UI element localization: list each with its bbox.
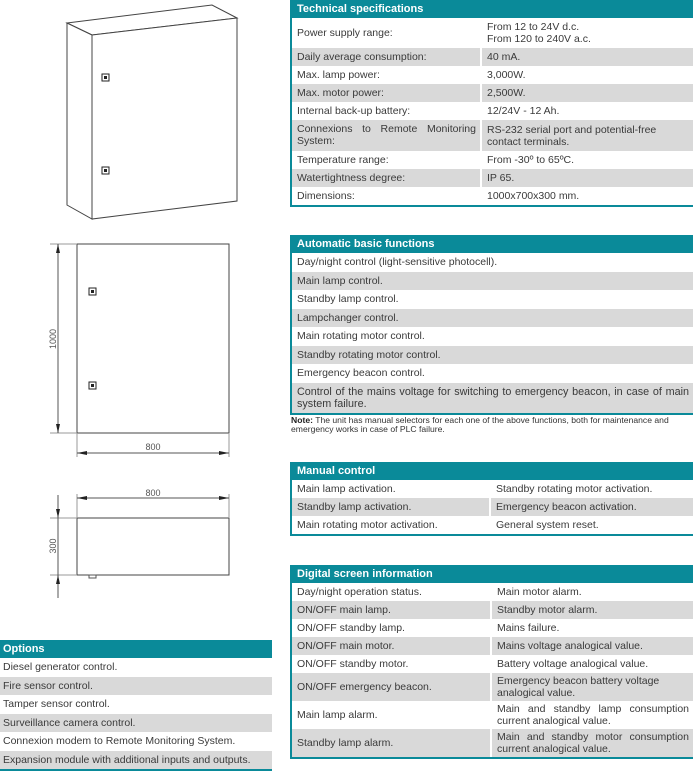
screen-item: Main motor alarm. xyxy=(497,586,582,598)
list-item xyxy=(292,364,693,383)
table-row xyxy=(292,48,693,66)
spec-value: 40 mA. xyxy=(487,51,521,63)
spec-value: 1000x700x300 mm. xyxy=(487,190,580,202)
spec-label: Internal back-up battery: xyxy=(292,102,482,120)
option-text: Expansion module with additional inputs and outputs. xyxy=(3,753,251,766)
spec-value: IP 65. xyxy=(487,172,515,184)
table-row xyxy=(292,516,693,534)
options-table xyxy=(0,640,272,771)
cabinet-top-view-drawing xyxy=(40,480,240,605)
screen-item: Day/night operation status. xyxy=(292,583,492,601)
screen-item: Mains failure. xyxy=(497,622,560,634)
table-row xyxy=(292,102,693,120)
table-header: Manual control xyxy=(292,462,693,480)
table-header: Automatic basic functions xyxy=(292,235,693,253)
technical-specifications-table xyxy=(290,0,693,207)
table-row xyxy=(292,601,693,619)
manual-item: Standby rotating motor activation. xyxy=(496,483,653,495)
option-text: Surveillance camera control. xyxy=(3,716,136,729)
top-width-label: 800 xyxy=(145,488,161,498)
list-item xyxy=(292,383,693,413)
list-item xyxy=(0,695,272,714)
list-item xyxy=(0,751,272,770)
list-item xyxy=(0,714,272,733)
table-row xyxy=(292,84,693,102)
table-row xyxy=(292,619,693,637)
note-label: Note: xyxy=(291,415,313,425)
spec-label: Watertightness degree: xyxy=(292,169,482,187)
function-text: Standby rotating motor control. xyxy=(297,348,441,361)
list-item xyxy=(292,253,693,272)
table-row xyxy=(292,655,693,673)
table-row xyxy=(292,66,693,84)
table-row xyxy=(292,151,693,169)
list-item xyxy=(292,272,693,291)
spec-label: Connexions to Remote Monitoring System: xyxy=(292,120,482,151)
latch-icon-bottom xyxy=(89,382,96,389)
manual-control-table xyxy=(290,462,693,536)
table-row xyxy=(292,18,693,48)
latch-icon-bottom xyxy=(102,167,109,174)
automatic-functions-table xyxy=(290,235,693,415)
manual-item: Standby lamp activation. xyxy=(292,498,491,516)
screen-item: Main lamp alarm. xyxy=(292,701,492,729)
table-row xyxy=(292,498,693,516)
screen-item: ON/OFF emergency beacon. xyxy=(292,673,492,701)
front-width-label: 800 xyxy=(145,442,161,452)
spec-value: 3,000W. xyxy=(487,69,526,81)
function-text: Day/night control (light-sensitive photocell). xyxy=(297,256,498,269)
table-row xyxy=(292,187,693,205)
table-row xyxy=(292,673,693,701)
table-header: Options xyxy=(0,640,272,658)
table-row xyxy=(292,701,693,729)
function-text: Emergency beacon control. xyxy=(297,367,425,380)
option-text: Diesel generator control. xyxy=(3,661,118,674)
spec-label: Dimensions: xyxy=(292,187,482,205)
option-text: Tamper sensor control. xyxy=(3,698,110,711)
table-row xyxy=(292,480,693,498)
screen-item: Standby lamp alarm. xyxy=(292,729,492,757)
latch-icon-top xyxy=(102,74,109,81)
cabinet-front-view-drawing xyxy=(40,235,240,460)
list-item xyxy=(0,658,272,677)
spec-value: From -30º to 65ºC. xyxy=(487,154,575,166)
table-header: Technical specifications xyxy=(292,0,693,18)
spec-value: From 12 to 24V d.c. From 120 to 240V a.c. xyxy=(487,21,591,45)
spec-label: Max. lamp power: xyxy=(292,66,482,84)
screen-item: Main and standby lamp consumption current analogical value. xyxy=(497,703,689,727)
manual-item: General system reset. xyxy=(496,519,599,531)
table-row xyxy=(292,637,693,655)
spec-label: Daily average consumption: xyxy=(292,48,482,66)
manual-item: Main rotating motor activation. xyxy=(292,516,491,534)
screen-item: Emergency beacon battery voltage analogical value. xyxy=(497,675,660,699)
screen-item: Standby motor alarm. xyxy=(497,604,598,616)
screen-item: Battery voltage analogical value. xyxy=(497,658,649,670)
spec-label: Max. motor power: xyxy=(292,84,482,102)
table-row xyxy=(292,169,693,187)
automatic-functions-note xyxy=(291,416,691,434)
screen-item: ON/OFF main motor. xyxy=(292,637,492,655)
function-text: Main lamp control. xyxy=(297,274,383,287)
spec-label: Temperature range: xyxy=(292,151,482,169)
table-row xyxy=(292,120,693,151)
option-text: Connexion modem to Remote Monitoring System. xyxy=(3,735,236,748)
screen-item: ON/OFF main lamp. xyxy=(292,601,492,619)
function-text: Standby lamp control. xyxy=(297,293,399,306)
screen-item: ON/OFF standby lamp. xyxy=(292,619,492,637)
top-depth-label: 300 xyxy=(48,538,58,554)
list-item xyxy=(292,327,693,346)
manual-item: Emergency beacon activation. xyxy=(496,501,637,513)
list-item xyxy=(292,309,693,328)
function-text: Lampchanger control. xyxy=(297,311,399,324)
spec-value: 12/24V - 12 Ah. xyxy=(487,105,560,117)
list-item xyxy=(0,732,272,751)
latch-icon-top xyxy=(89,288,96,295)
function-text: Main rotating motor control. xyxy=(297,330,425,343)
note-text: The unit has manual selectors for each one of the above functions, both for maintenance and emergency works in case of PLC failure. xyxy=(291,415,669,434)
screen-item: Main and standby motor consumption current analogical value. xyxy=(497,731,689,755)
table-header: Digital screen information xyxy=(292,565,693,583)
spec-value: 2,500W. xyxy=(487,87,526,99)
table-row xyxy=(292,583,693,601)
front-height-label: 1000 xyxy=(48,328,58,350)
list-item xyxy=(292,346,693,365)
digital-screen-table xyxy=(290,565,693,759)
option-text: Fire sensor control. xyxy=(3,679,93,692)
function-text: Control of the mains voltage for switching to emergency beacon, in case of main system failure. xyxy=(297,385,689,410)
spec-value: RS-232 serial port and potential-free contact terminals. xyxy=(487,123,657,148)
list-item xyxy=(292,290,693,309)
cabinet-isometric-drawing xyxy=(60,0,250,225)
screen-item: ON/OFF standby motor. xyxy=(292,655,492,673)
list-item xyxy=(0,677,272,696)
manual-item: Main lamp activation. xyxy=(292,480,491,498)
spec-label: Power supply range: xyxy=(292,18,482,48)
table-row xyxy=(292,729,693,757)
screen-item: Mains voltage analogical value. xyxy=(497,640,643,652)
